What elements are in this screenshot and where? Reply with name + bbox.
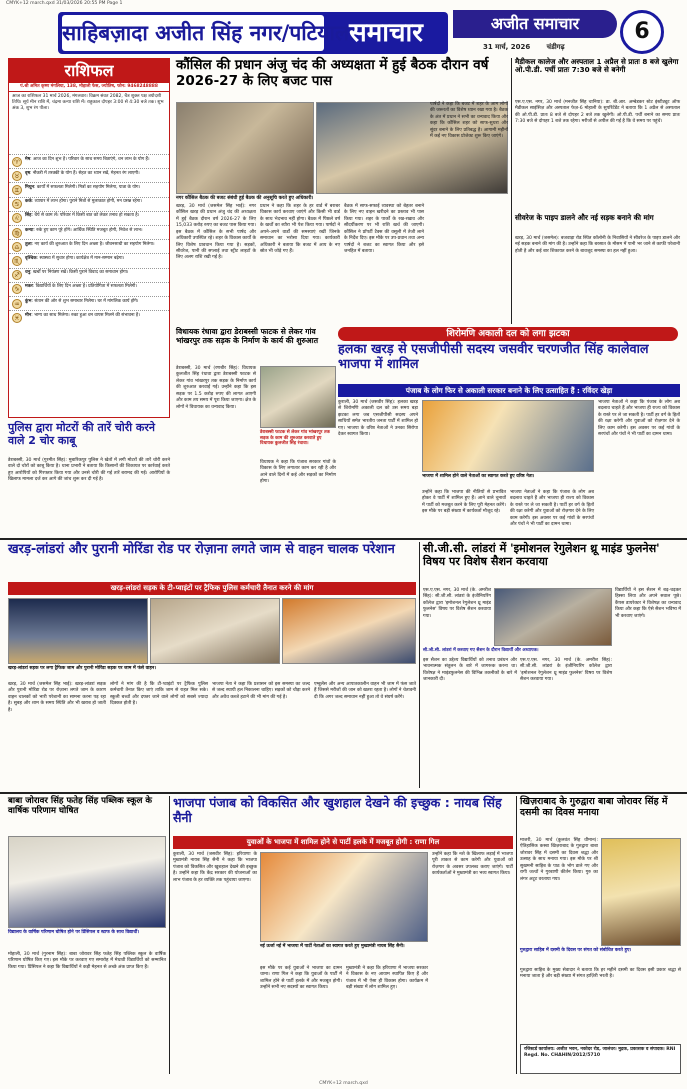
gurdwara-text: माजरी, 30 मार्च (कुलवंत सिंह धीमान): ऐतिहासिक कस्बा खिज़राबाद के गुरुद्वारा बाबा जोरावर सिंह में दसमी का दिवस श्रद्धा और उत्साह के साथ मनाया गया। इस मौके पर श्री सुखमनी साहिब के पाठ के भोग डाले गए और रागी जत्थों ने गुरबाणी कीर्तन किया। गुरु का लंगर अटूट वरताया गया। (520, 838, 598, 882)
masthead-city: चंडीगढ़ (546, 43, 565, 51)
rashifal-sign-name: तुला (25, 241, 32, 247)
akali-photo (422, 400, 594, 472)
cgc-headline: सी.जी.सी. लांडरां में 'इमोशनल रेगुलेशन थ्रू माइंड फुलनेस' विषय पर विशेष सैशन करवाया (423, 542, 660, 569)
column-divider (511, 58, 512, 324)
rashifal-text: वृश्चिक: स्वास्थ्य में सुधार होगा। कार्यक्षेत्र में मान-सम्मान बढ़ेगा। (25, 255, 125, 261)
column-divider (169, 796, 170, 1074)
rashifal-sign-text: व्यापार में लाभ होगा। पुराने मित्रों से मुलाकात होगी, मन प्रसन्न रहेगा। (34, 199, 142, 205)
akali-col-3: भाजपा नेताओं ने कहा कि पंजाब के लोग अब बदलाव चाहते हैं और भाजपा ही राज्य को विकास के रास्ते पर ले जा सकती है। पार्टी हर वर्ग के हितों की रक्षा करेगी और युवाओं को रोज़गार देने के लिए काम करेगी। इस अवसर पर कई गांवों के सरपंचों और पंचों ने भी पार्टी का दामन थामा। (598, 400, 680, 438)
print-slug-bottom: CMYK+12 march.qxd (319, 1081, 368, 1086)
lead-photo-caption: नगर कौंसिल बैठक की बजट संबंधी हुई बैठक की अनुसूचि करते हुए अधिकारी। (176, 196, 314, 201)
nayab-col-1: कुराली, 30 मार्च (जसवीर सिंह): हरियाणा के मुख्यमंत्री नायब सिंह सैनी ने कहा कि भाजपा पंजाब को विकसित और खुशहाल देखने की इच्छुक है। उन्होंने कहा कि केंद्र सरकार की योजनाओं का लाभ पंजाब के हर व्यक्ति तक पहुंचाया जाएगा। (173, 852, 257, 883)
akali-kicker: शिरोमणि अकाली दल को लगा झटका (338, 327, 678, 341)
lead-col-1: खरड़, 30 मार्च (जसमेल सिंह भाई): नगर कौंसिल खरड़ की प्रधान अंजु चंद की अध्यक्षता में हुई बैठक दौरान वर्ष 2026-27 के लिए 15,033 करोड़ रुपए का बजट पास किया गया। इस बैठक में कौंसिल के सभी पार्षद और अधिकारी उपस्थित रहे। शहर के विकास कार्यों के लिए विशेष प्रावधान किया गया है। सड़कों, सीवरेज, पानी की सप्लाई तथा स्ट्रीट लाइटों के लिए अलग राशि रखी गई है। (176, 204, 256, 261)
akali-headline: हलका खरड़ से एसजीपीसी सदस्य जसवीर चरणजीत सिंह कालेवाल भाजपा में शामिल (338, 342, 649, 373)
rashifal-sign-name: मेष (25, 156, 31, 162)
rashifal-sign-name: धनु (25, 270, 31, 276)
nayab-photo-caption: नई ऊर्जा नई में भाजपा में पार्टी नेताओं का स्वागत करते हुए मुख्यमंत्री नायब सिंह सैनी। (260, 944, 405, 949)
akali-subheadline: पंजाब के लोग फिर से अकाली सरकार बनाने के लिए उत्साहित हैं : रविंदर खेड़ा (338, 384, 680, 397)
zodiac-icon: ♍ (12, 228, 22, 238)
gurdwara-text-2: गुरुद्वारा साहिब के मुख्य सेवादार ने बताया कि हर महीने दसमी का दिवस इसी प्रकार श्रद्धा से मनाया जाता है और बड़ी संख्या में संगत हाज़िरी भरती है। (520, 968, 681, 980)
lead-col-4: पार्षदों ने कहा कि बजट में शहर के आम लोगों की जरूरतों का विशेष ध्यान रखा गया है। बैठक के अंत में प्रधान ने सभी का धन्यवाद किया और कहा कि कौंसिल शहर को साफ-सुथरा और सुंदर बनाने के लिए प्रतिबद्ध है। आगामी महीनों में कई नए विकास प्रोजेक्ट शुरू किए जाएंगे। (430, 102, 508, 140)
zodiac-icon: ♓ (12, 313, 22, 323)
zodiac-icon: ♐ (12, 270, 22, 280)
rashifal-sign-text: खर्चों पर नियंत्रण रखें। किसी पुराने विवाद का समाधान होगा। (33, 270, 129, 276)
rashifal-row (9, 268, 169, 282)
lead-col-3: बैठक में साफ-सफाई व्यवस्था को बेहतर बनाने के लिए नए वाहन खरीदने का प्रस्ताव भी पास किया गया। शहर के पार्कों के रख-रखाव और सौंदर्यीकरण पर भी राशि खर्च की जाएगी। कौंसिल ने प्रॉपर्टी टैक्स की वसूली में तेजी लाने के निर्देश दिए। इस मौके पर उप-प्रधान तथा अन्य पार्षदों ने बजट का स्वागत किया और इसे जनहित में बताया। (344, 204, 424, 254)
rashifal-text: मकर: विद्यार्थियों के लिए दिन अच्छा है। प्रतियोगिता में सफलता मिलेगी। (25, 284, 138, 290)
rashifal-sign-name: कन्या (25, 227, 34, 233)
kharar-photo-person (282, 598, 416, 664)
rashifal-row (9, 197, 169, 211)
cgc-photo (494, 588, 612, 646)
gurdwara-headline: खिज़राबाद के गुरुद्वारा बाबा जोरावर सिंह में दसमी का दिवस मनाया (520, 796, 668, 819)
kharar-headline: खरड़-लांडरां और पुरानी मोरिंडा रोड पर रोज़ाना लगते जाम से वाहन चालक परेशान (8, 542, 395, 557)
column-divider (516, 796, 517, 1074)
rashifal-text: तुला: नए कार्य की शुरुआत के लिए दिन अच्छा है। जीवनसाथी का सहयोग मिलेगा। (25, 241, 155, 247)
rashifal-row (9, 168, 169, 182)
rashifal-text: सिंह: धैर्य से काम लें। परिवार में किसी बात को लेकर तनाव हो सकता है। (25, 213, 140, 219)
nayab-col-3: मुख्यमंत्री ने कहा कि हरियाणा में भाजपा सरकार ने विकास के नए आयाम स्थापित किए हैं और पंजाब में भी ऐसा ही विकास होगा। कार्यक्रम में बड़ी संख्या में लोग शामिल हुए। (346, 966, 428, 991)
vidhayak-photo (260, 366, 336, 428)
rashifal-row (9, 310, 169, 324)
rashifal-row (9, 296, 169, 310)
rashifal-row (9, 253, 169, 267)
rashifal-sign-text: कार्यों में सफलता मिलेगी। मित्रों का सहयोग मिलेगा, यात्रा के योग। (36, 185, 141, 191)
vidhayak-photo-caption: डेराबस्सी फाटक से लेकर गांव भांखरपुर तक सड़क के काम की शुरुआत करवाते हुए विधायक कुलजीत सिंह रंधावा। (260, 430, 330, 447)
opd-text: एस.ए.एस. नगर, 30 मार्च (मनजीत सिंह चानिया): डा. बी.आर. अम्बेडकर स्टेट इंस्टीट्यूट ऑफ मैडीकल साइंसिज़ और अस्पताल फेज़-6 मोहाली के सुपरिंटेंडेंट ने बताया कि 1 अप्रैल से अस्पताल की ओ.पी.डी. प्रातः 8 बजे से दोपहर 2 बजे तक खुलेगी। ओ.पी.डी. पर्ची बनाने का समय प्रातः 7:30 बजे से दोपहर 1 बजे तक रहेगा। मरीजों से अपील की गई है कि वे समय पर पहुंचें। (515, 100, 680, 125)
cgc-col-2b: एस.ए.एस. नगर, 30 मार्च (के. अमरीश सिंह): सी.जी.सी. लांडरां के इंजीनियरिंग कॉलेज द्वारा 'इमोशनल रेगुलेशन थ्रू माइंड फुलनेस' विषय पर विशेष सैशन करवाया गया। (520, 658, 612, 683)
akali-photo-caption: भाजपा में शामिल होने वाले नेताओं का स्वागत करते हुए वरिष्ठ नेता। (422, 474, 535, 479)
zodiac-icon: ♎ (12, 242, 22, 252)
kharar-col-2: लोगों ने मांग की है कि टी-प्वाइंटों पर ट्रैफिक पुलिस कर्मचारी तैनात किए जाएं ताकि जाम से राहत मिल सके। स्कूली बच्चों और दफ्तर जाने वाले लोगों को सबसे ज्यादा दिक्कत होती है। (110, 682, 208, 707)
rashifal-text: मीन: भाग्य का साथ मिलेगा। रुका हुआ धन वापस मिलने की संभावना है। (25, 312, 140, 318)
imprint-box: रजिस्टर्ड कार्यालय: अजीत भवन, नकोदर रोड, जालंधर। मुद्रक, प्रकाशक व संपादक। RNI Regd. No. CHAHIN/2012/5710 (520, 1044, 681, 1074)
rashifal-list (9, 154, 169, 324)
rashifal-sign-name: वृश्चिक (25, 255, 37, 261)
zodiac-icon: ♋ (12, 199, 22, 209)
rashifal-row (9, 225, 169, 239)
zodiac-icon: ♉ (12, 171, 22, 181)
cgc-photo-caption: सी.जी.सी. लांडरां में करवाए गए सैशन के दौरान विद्यार्थी और अध्यापक। (423, 648, 539, 653)
rashifal-sign-name: मिथुन (25, 185, 35, 191)
zodiac-icon: ♈ (12, 157, 22, 167)
page-number-badge: 6 (620, 10, 664, 54)
kharar-photo-night (8, 598, 148, 664)
vidhayak-text-2: विधायक ने कहा कि पंजाब सरकार गांवों के विकास के लिए लगातार काम कर रही है और आने वाले दिनों में कई और सड़कों का निर्माण होगा। (260, 460, 336, 485)
school-photo-caption: विद्यालय के वार्षिक परिणाम घोषित होने पर प्रिंसिपल व स्टाफ के साथ विद्यार्थी। (8, 930, 140, 935)
section-banner-title: समाचार (349, 18, 423, 48)
opd-headline: मैडीकल कालेज और अस्पताल 1 अप्रैल से प्रातः 8 बजे खुलेगा ओ.पी.डी. पर्ची प्रातः 7:30 बजे से बनेगी (515, 57, 679, 75)
rashifal-sign-text: आज का दिन शुभ है। परिवार के साथ समय बिताएंगे, धन लाभ के योग हैं। (33, 156, 150, 162)
masthead-title: अजीत समाचार (453, 10, 617, 38)
rashifal-text: धनु: खर्चों पर नियंत्रण रखें। किसी पुराने विवाद का समाधान होगा। (25, 270, 129, 276)
rashifal-row (9, 154, 169, 168)
rashifal-row (9, 182, 169, 196)
cgc-col-3: विद्यार्थियों ने इस सैशन में बढ़-चढ़कर हिस्सा लिया और अपने सवाल पूछे। कैंपस डायरेक्टर ने विशेषज्ञ का धन्यवाद किया और कहा कि ऐसे सैशन भविष्य में भी करवाए जाएंगे। (615, 588, 681, 619)
police-text: डेराबस्सी, 30 मार्च (गुरमीत सिंह): मुबारिकपुर पुलिस ने खेतों में लगी मोटरों की तारें चोरी करने वाले दो चोरों को काबू किया है। थाना प्रभारी ने बताया कि किसानों की शिकायत पर कार्रवाई करते हुए आरोपियों को गिरफ्तार किया गया और उनसे चोरी की गई तारें बरामद की गईं। आरोपियों के खिलाफ मामला दर्ज कर आगे की जांच शुरू कर दी गई है। (8, 458, 170, 483)
kharar-col-3: भाजपा नेता ने कहा कि प्रशासन को इस समस्या का जल्द से जल्द स्थायी हल निकालना चाहिए। सड़कों को चौड़ा करने और अवैध कब्जे हटाने की भी मांग की गई है। (212, 682, 310, 700)
rashifal-sign-name: वृष (25, 170, 30, 176)
rashifal-title: राशिफल (9, 59, 169, 83)
column-divider (419, 542, 420, 788)
masthead-dateline (453, 40, 617, 54)
gurdwara-photo-caption: गुरुद्वारा साहिब में दसमी के दिवस पर संगत को संबोधित करते हुए। (520, 948, 632, 953)
rashifal-sign-text: स्वास्थ्य में सुधार होगा। कार्यक्षेत्र में मान-सम्मान बढ़ेगा। (39, 255, 125, 261)
lead-headline: कौंसिल की प्रधान अंजु चंद की अध्यक्षता में हुई बैठक दौरान वर्ष 2026-27 के लिए बजट पास (176, 57, 489, 89)
cgc-col-2a: इस सैशन का उद्देश्य विद्यार्थियों को तनाव प्रबंधन और भावनात्मक संतुलन के बारे में जागरूक करना था। विशेषज्ञ ने माइंडफुलनेस की विभिन्न तकनीकों के बारे में जानकारी दी। (423, 658, 517, 683)
nayab-headline: भाजपा पंजाब को विकसित और खुशहाल देखने की इच्छुक : नायब सिंह सैनी (173, 795, 502, 825)
rashifal-text: कर्क: व्यापार में लाभ होगा। पुराने मित्रों से मुलाकात होगी, मन प्रसन्न रहेगा। (25, 199, 142, 205)
print-slug: CMYK+12 march.qxd 31/03/2026 20:55 PM Page 1 (6, 1, 123, 6)
rashifal-sign-name: कर्क (25, 199, 32, 205)
zodiac-icon: ♏ (12, 256, 22, 266)
nayab-kicker: युवाओं के भाजपा में शामिल होने से पार्टी हलके में मजबूत होगी : राणा गिल (173, 836, 513, 849)
akali-col-2b: भाजपा नेताओं ने कहा कि पंजाब के लोग अब बदलाव चाहते हैं और भाजपा ही राज्य को विकास के रास्ते पर ले जा सकती है। पार्टी हर वर्ग के हितों की रक्षा करेगी और युवाओं को रोज़गार देने के लिए काम करेगी। इस अवसर पर कई गांवों के सरपंचों और पंचों ने भी पार्टी का दामन थामा। (510, 490, 594, 528)
rashifal-sign-text: नए कार्य की शुरुआत के लिए दिन अच्छा है। जीवनसाथी का सहयोग मिलेगा। (34, 241, 155, 247)
kharar-col-4: एम्बुलेंस और अन्य आपातकालीन वाहन भी जाम में फंस जाते हैं जिससे मरीजों की जान को खतरा रहता है। लोगों ने चेतावनी दी कि अगर जल्द समाधान नहीं हुआ तो वे संघर्ष करेंगे। (314, 682, 416, 700)
zodiac-icon: ♌ (12, 213, 22, 223)
rashifal-sign-text: नौकरी में तरक्की के योग हैं। सेहत का ध्यान रखें, मेहनत रंग लाएगी। (32, 170, 140, 176)
police-headline: पुलिस द्वारा मोटरों की तारें चोरी करने वाले 2 चोर काबू (8, 421, 155, 447)
masthead-date: 31 मार्च, 2026 (483, 43, 531, 51)
rashifal-row (9, 211, 169, 225)
nayab-col-4: उन्होंने कहा कि नशे के खिलाफ लड़ाई में भाजपा पूरी ताकत से काम करेगी और युवाओं को रोज़गार के अवसर उपलब्ध कराए जाएंगे। पार्टी कार्यकर्ताओं ने मुख्यमंत्री का भव्य स्वागत किया। (432, 852, 513, 877)
rashifal-sign-text: विद्यार्थियों के लिए दिन अच्छा है। प्रतियोगिता में सफलता मिलेगी। (35, 284, 138, 290)
section-divider (0, 538, 687, 540)
rashifal-text: मेष: आज का दिन शुभ है। परिवार के साथ समय बिताएंगे, धन लाभ के योग हैं। (25, 156, 150, 162)
gurdwara-photo (601, 838, 681, 946)
kharar-photo-caption: खरड़-लांडरां सड़क पर लगा ट्रैफिक जाम और पुरानी मोरिंडा सड़क पर जाम में फंसे वाहन। (8, 666, 157, 671)
sewerage-text: खरड़, 30 मार्च (जसमेल): बजवाड़ा रोड स्थित कॉलोनी के निवासियों ने सीवरेज के पाइप डालने और नई सड़क बनाने की मांग की है। उन्होंने कहा कि बरसात के मौसम में पानी भर जाने से काफी परेशानी होती है और कई बार शिकायत करने के बावजूद समस्या का हल नहीं हुआ। (515, 236, 681, 254)
school-photo (8, 836, 166, 928)
zodiac-icon: ♑ (12, 284, 22, 294)
kharar-col-1: खरड़, 30 मार्च (जसमेल सिंह भाई): खरड़-लांडरां सड़क और पुरानी मोरिंडा रोड पर रोज़ाना लगते जाम के कारण वाहन चालकों को भारी परेशानी का सामना करना पड़ रहा है। सुबह और शाम के समय स्थिति और भी खराब हो जाती है। (8, 682, 106, 713)
lead-col-2: प्रधान ने कहा कि शहर के हर वार्ड में बराबर विकास कार्य करवाए जाएंगे और किसी भी वार्ड के साथ भेदभाव नहीं होगा। बैठक में पिछले वर्ष के खर्चों का ब्यौरा भी पेश किया गया। पार्षदों ने अपने-अपने वार्डों की समस्याएं रखीं जिनके समाधान का भरोसा दिया गया। कार्यकारी अधिकारी ने बताया कि बजट में आय के नए स्रोत भी जोड़े गए हैं। (260, 204, 340, 254)
lead-photo-left (176, 102, 314, 194)
cgc-col-1: एस.ए.एस. नगर, 30 मार्च (के. अमरीश सिंह): सी.जी.सी. लांडरां के इंजीनियरिंग कॉलेज द्वारा 'इमोशनल रेगुलेशन थ्रू माइंड फुलनेस' विषय पर विशेष सैशन करवाया गया। (423, 588, 491, 619)
rashifal-box (8, 58, 170, 418)
rashifal-sign-text: रुके हुए काम पूरे होंगे। आर्थिक स्थिति मजबूत होगी, निवेश से लाभ। (36, 227, 143, 233)
vidhayak-headline: विधायक रंधावा द्वारा डेराबस्सी फाटक से लेकर गांव भांखरपुर तक सड़क के निर्माण के कार्य की शुरुआत (176, 327, 319, 345)
rashifal-astrologer: पं.श्री अमित कृष्ण मंगलिया, 138, मोहाली फेस, ज्योतिष, फोन: 9468248888 (9, 83, 169, 92)
rashifal-sign-name: सिंह (25, 213, 32, 219)
sewerage-headline: सीवरेज के पाइप डालने और नई सड़क बनाने की मांग (515, 213, 654, 222)
rashifal-sign-name: मीन (25, 312, 32, 318)
rashifal-intro: आज का राशिफल 31 मार्च 2026, मंगलवार। विक्रम संवत 2082, चैत्र शुक्ल पक्ष त्रयोदशी तिथि। सूर्य मीन राशि में, चंद्रमा कन्या राशि में। राहुकाल दोपहर 3:00 से 4:30 बजे तक। शुभ अंक 3, शुभ रंग पीला। (12, 94, 164, 112)
zodiac-icon: ♒ (12, 299, 22, 309)
rashifal-sign-name: कुंभ (25, 298, 32, 304)
rashifal-sign-text: भाग्य का साथ मिलेगा। रुका हुआ धन वापस मिलने की संभावना है। (34, 312, 140, 318)
rashifal-row (9, 282, 169, 296)
kharar-kicker: खरड़-लांडरां सड़क के टी-प्वाइंटों पर ट्रैफिक पुलिस कर्मचारी तैनात करने की मांग (8, 582, 416, 595)
rashifal-text: कन्या: रुके हुए काम पूरे होंगे। आर्थिक स्थिति मजबूत होगी, निवेश से लाभ। (25, 227, 143, 233)
vidhayak-text: डेराबस्सी, 30 मार्च (रणबीर सिंह): विधायक कुलजीत सिंह रंधावा द्वारा डेराबस्सी फाटक से लेकर गांव भांखरपुर तक सड़क के निर्माण कार्य की शुरुआत करवाई गई। उन्होंने कहा कि इस सड़क पर 1.5 करोड़ रुपए की लागत आएगी और काम तय समय में पूरा किया जाएगा। क्षेत्र के लोगों ने विधायक का धन्यवाद किया। (176, 366, 256, 410)
rashifal-sign-text: संतान की ओर से शुभ समाचार मिलेगा। घर में मांगलिक कार्य होंगे। (34, 298, 139, 304)
zodiac-icon: ♊ (12, 185, 22, 195)
section-divider (0, 792, 687, 794)
school-headline: बाबा जोरावर सिंह फतेह सिंह पब्लिक स्कूल के वार्षिक परिणाम घोषित (8, 796, 153, 817)
kharar-photo-day (150, 598, 280, 664)
nayab-col-2: इस मौके पर कई युवाओं ने भाजपा का दामन थामा। राणा गिल ने कहा कि युवाओं के पार्टी में शामिल होने से पार्टी हलके में और मजबूत होगी। उन्होंने सभी नए सदस्यों का स्वागत किया। (260, 966, 342, 991)
rashifal-text: वृष: नौकरी में तरक्की के योग हैं। सेहत का ध्यान रखें, मेहनत रंग लाएगी। (25, 170, 140, 176)
rashifal-row (9, 239, 169, 253)
nayab-photo (260, 852, 428, 942)
school-text: मोहाली, 30 मार्च (गुरनाम सिंह): बाबा जोरावर सिंह फतेह सिंह पब्लिक स्कूल के वार्षिक परिणाम घोषित किए गए। इस मौके पर करवाए गए समारोह में मेधावी विद्यार्थियों को सम्मानित किया गया। प्रिंसिपल ने कहा कि विद्यार्थियों ने कड़ी मेहनत से अच्छे अंक प्राप्त किए हैं। (8, 952, 166, 970)
rashifal-sign-name: मकर (25, 284, 33, 290)
section-banner-location: साहिबज़ादा अजीत सिंह नगर/पटियाला (62, 15, 324, 51)
rashifal-sign-text: धैर्य से काम लें। परिवार में किसी बात को लेकर तनाव हो सकता है। (34, 213, 140, 219)
akali-col-1: कुराली, 30 मार्च (जसवीर सिंह): हलका खरड़ से शिरोमणि अकाली दल को उस समय बड़ा झटका लगा जब एसजीपीसी सदस्य अपने साथियों समेत भारतीय जनता पार्टी में शामिल हो गए। भाजपा के वरिष्ठ नेताओं ने उनका सिरोपा देकर स्वागत किया। (338, 400, 418, 438)
rashifal-text: मिथुन: कार्यों में सफलता मिलेगी। मित्रों का सहयोग मिलेगा, यात्रा के योग। (25, 185, 141, 191)
rashifal-text: कुंभ: संतान की ओर से शुभ समाचार मिलेगा। घर में मांगलिक कार्य होंगे। (25, 298, 139, 304)
akali-col-2: उन्होंने कहा कि भाजपा की नीतियों से प्रभावित होकर वे पार्टी में शामिल हुए हैं। आने वाले चुनावों में पार्टी को मजबूत करने के लिए पूरी मेहनत करेंगे। इस मौके पर बड़ी संख्या में कार्यकर्ता मौजूद रहे। (422, 490, 506, 515)
